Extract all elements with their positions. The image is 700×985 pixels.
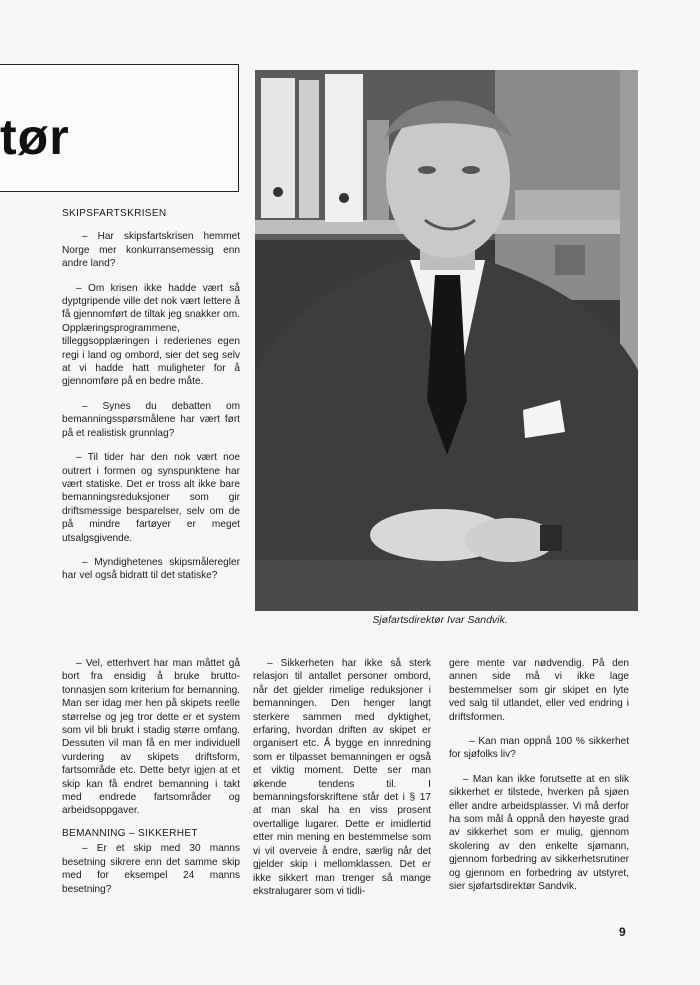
answer-paragraph: – Vel, etterhvert har man måttet gå bort fra ensidig å bruke brutto-tonnasjen som kriterium for bemanning. Man ser idag mer hen på skipets reelle størrelse og jeg tror dette er et system som vil bli brukt i stadig større omfang. Dessuten vil man få en mer individuell vurdering av skipets driftsform, fartsområde etc. Dette betyr igjen at et skip kan få endret bemanning i takt med endrede fartsområder og arbeidsoppgaver.	[62, 658, 240, 817]
page-number: 9	[619, 925, 626, 939]
text-column-2	[62, 657, 240, 907]
answer-paragraph: – Man kan ikke forutsette at en slik sikkerhet er tilstede, hverken på sjøen eller andre arbeidsplasser. Vi må derfor ha som mål å oppnå den høyeste grad av sikkerhet som er mulig, gjennom skolering av den enkelte sjømann, gjennom forbedring av sikkerhetsrutiner og gjennom en forbedring av utstyret, sier sjøfartsdirektør Sandvik.	[449, 773, 629, 893]
photo-caption: Sjøfartsdirektør Ivar Sandvik.	[372, 614, 508, 626]
continued-paragraph: gere mente var nødvendig. På den annen side må vi ikke lage bestemmelser som gir skipet en lyte ved salg til utlandet, eller ved endring i driftsformen.	[449, 658, 629, 723]
answer-paragraph: – Til tider har den nok vært noe outrert i formen og synspunktene har vært statiske. Det er tross alt ikke bare bemanningsreduksjoner som gir driftsmessige besparelser, selv om de på mindre fartøyer er meget utsalgsgivende.	[62, 452, 240, 544]
section-heading: SKIPSFARTSKRISEN	[62, 208, 167, 219]
section-heading: BEMANNING – SIKKERHET	[62, 827, 198, 839]
answer-paragraph: – Om krisen ikke hadde vært så dyptgripende ville det nok vært lettere å få gjennomført de tiltak jeg snakker om. Opplæringsprogrammene, tilleggsopplæringen i rederienes egen regi i land og ombord, sier det seg selv at vi hadde hatt muligheter for å gjennomføre på en bedre måte.	[62, 282, 240, 388]
question-paragraph: – Er et skip med 30 manns besetning sikrere enn det samme skip med for eksempel 24 manns besetning?	[62, 843, 240, 895]
question-paragraph: – Kan man oppnå 100 % sikkerhet for sjøfolks liv?	[449, 736, 629, 761]
portrait-photo	[255, 70, 638, 611]
answer-paragraph: – Sikkerheten har ikke så sterk relasjon til antallet personer ombord, når det gjelder rimelige reduksjoner i bemanningen. Den henger langt sterkere sammen med dyktighet, erfaring, hvordan driften av skipet er organisert etc. Å bygge en innredning som er tilpasset bemanningen er også et viktig moment. Dette ser man økende tendens til. I bemanningsforskriftene står det i § 17 at man skal ha en viss prosent overtallige lugarer. Dette er imidlertid etter min mening en bestemmelse som vi vil overveie å endre, særlig når det gjelder skip i mellomklassen. Det er ikke sikkert man trenger så mange ekstralugarer som vi tidli-	[253, 658, 431, 897]
text-column-1	[62, 207, 240, 594]
question-paragraph: – Synes du debatten om bemanningsspørsmålene har vært ført på et realistisk grunnlag?	[62, 400, 240, 439]
text-column-4	[449, 657, 629, 905]
question-paragraph: – Myndighetenes skipsmåleregler har vel også bidratt til det statiske?	[62, 556, 240, 582]
article-title-fragment: tør	[0, 109, 70, 165]
text-column-3	[253, 657, 431, 909]
question-paragraph: – Har skipsfartskrisen hemmet Norge mer konkurransemessig enn andre land?	[62, 231, 240, 270]
